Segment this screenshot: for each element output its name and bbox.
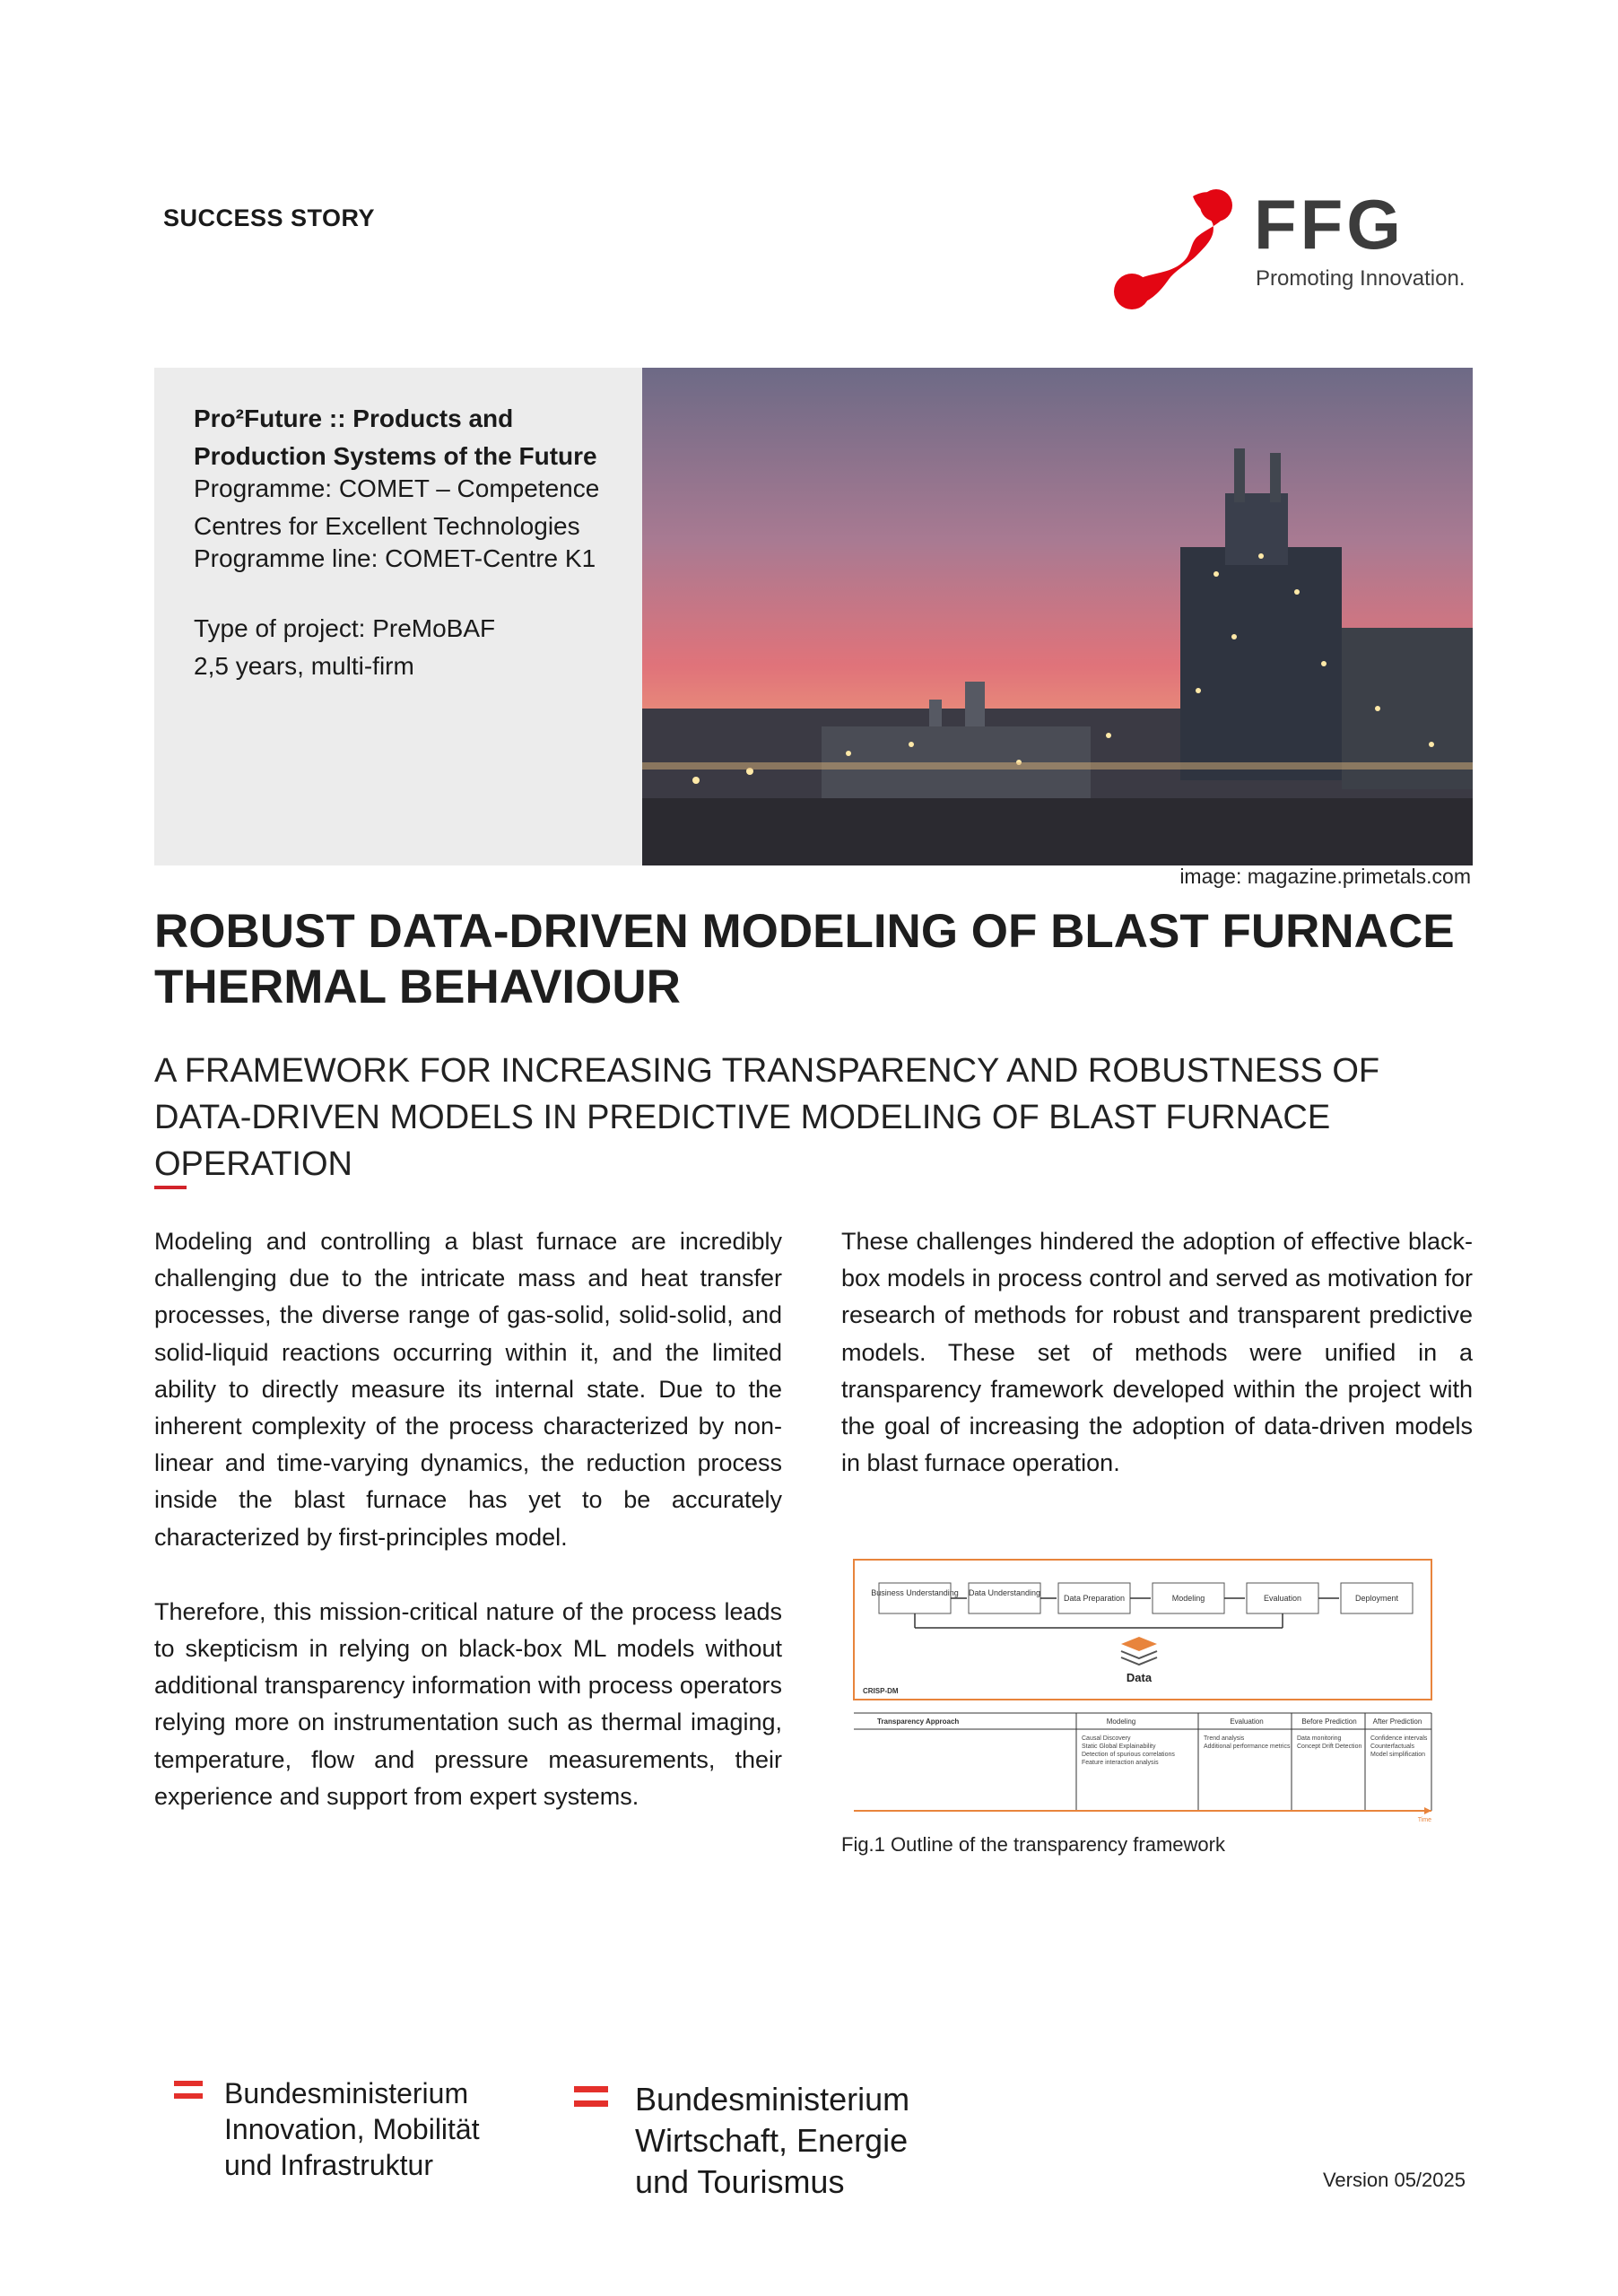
ministry-logo-economy — [635, 2079, 909, 2203]
before-item-1: Data monitoring — [1297, 1735, 1342, 1742]
after-item-3: Model simplification — [1370, 1752, 1426, 1758]
body-paragraph-1: Modeling and controlling a blast furnace are incredibly challenging due to the intricate mass and heat transfer processes, the diverse range of gas-solid, solid-solid, and solid-liquid reactions occurring within it, and the limited ability to directly measure its internal state. Due to the inherent complexity of the process characterized by non-linear and time-varying dynamics, the reduction process inside the blast furnace has yet to be accurately characterized by first-principles model. — [154, 1228, 782, 1551]
article-subtitle: A FRAMEWORK FOR INCREASING TRANSPARENCY AND ROBUSTNESS OF DATA-DRIVEN MODELS IN PREDICTIVE MODELING OF BLAST FURNACE OPERATION — [154, 1052, 1380, 1183]
project-type: Type of project: PreMoBAF — [194, 614, 496, 642]
ffg-wordmark: FFG — [1254, 185, 1405, 264]
evaluation-item-2: Additional performance metrics — [1204, 1744, 1291, 1750]
body-column-right — [841, 1223, 1473, 1482]
after-item-2: Counterfactuals — [1370, 1744, 1415, 1750]
crisp-dm-label: CRISP-DM — [863, 1687, 899, 1695]
ffg-tagline: Promoting Innovation. — [1256, 266, 1466, 291]
blast-furnace-photo — [642, 368, 1473, 865]
ministry-1-line-2: Innovation, Mobilität — [224, 2113, 480, 2145]
table-header-before: Before Prediction — [1301, 1718, 1357, 1726]
ministry-2-line-1: Bundesministerium — [635, 2081, 910, 2118]
ffg-logo — [1110, 184, 1466, 309]
body-paragraph-3: These challenges hindered the adoption of effective black-box models in process control and served as motivation for research of methods for robust and transparent predictive models. These set of methods were unified in a transparency framework developed within the project with the goal of increasing the adoption of data-driven models in blast furnace operation. — [841, 1228, 1473, 1477]
after-item-1: Confidence intervals — [1370, 1735, 1428, 1742]
crisp-step-5: Evaluation — [1263, 1594, 1302, 1603]
before-item-2: Concept Drift Detection — [1297, 1744, 1362, 1750]
modeling-item-3: Detection of spurious correlations — [1082, 1752, 1175, 1758]
ministry-1-line-3: und Infrastruktur — [224, 2149, 433, 2181]
austria-flag-icon — [174, 2081, 203, 2086]
ministry-logo-innovation — [224, 2075, 480, 2183]
transparency-framework-figure — [852, 1556, 1444, 1843]
table-header-modeling: Modeling — [1106, 1718, 1136, 1726]
crisp-step-3: Data Preparation — [1063, 1594, 1126, 1603]
title-divider — [154, 1186, 187, 1189]
table-header-approach: Transparency Approach — [877, 1718, 960, 1726]
version-label: Version 05/2025 — [1322, 2169, 1466, 2191]
modeling-item-1: Causal Discovery — [1082, 1735, 1131, 1742]
data-stack-icon — [1121, 1637, 1157, 1665]
project-info-box — [154, 368, 642, 865]
modeling-item-4: Feature interaction analysis — [1082, 1760, 1159, 1766]
data-label: Data — [1126, 1671, 1153, 1684]
austria-flag-icon — [574, 2086, 608, 2092]
crisp-step-4: Modeling — [1171, 1594, 1205, 1603]
ministry-1-line-1: Bundesministerium — [224, 2077, 469, 2109]
success-story-label: SUCCESS STORY — [163, 204, 376, 231]
time-axis-label: Time — [1417, 1817, 1431, 1823]
figure-caption: Fig.1 Outline of the transparency framework — [841, 1833, 1225, 1856]
project-duration: 2,5 years, multi-firm — [194, 652, 414, 680]
body-column-left — [154, 1223, 782, 1815]
modeling-item-2: Static Global Explainability — [1082, 1744, 1156, 1750]
table-header-evaluation: Evaluation — [1230, 1718, 1264, 1726]
evaluation-item-1: Trend analysis — [1204, 1735, 1245, 1742]
programme: Programme: COMET – Competence Centres for Excellent Technologies — [194, 474, 600, 540]
crisp-step-6: Deployment — [1354, 1594, 1399, 1603]
ministry-2-line-2: Wirtschaft, Energie — [635, 2122, 909, 2159]
ministry-2-line-3: und Tourismus — [635, 2163, 845, 2200]
project-title: Pro²Future :: Products and Production Systems of the Future — [194, 404, 597, 470]
body-paragraph-2: Therefore, this mission-critical nature of the process leads to skepticism in relying on black-box ML models without additional transparency information with process operators relying more on instrumentation such as thermal imaging, temperature, flow and pressure measurements, their experience and support from expert systems. — [154, 1597, 782, 1810]
image-credit: image: magazine.primetals.com — [1179, 865, 1471, 888]
programme-line: Programme line: COMET-Centre K1 — [194, 544, 596, 572]
ffg-logo-mark-icon — [1110, 184, 1245, 309]
crisp-step-1: Business Understanding — [871, 1588, 959, 1597]
table-header-after: After Prediction — [1372, 1718, 1422, 1726]
article-title: ROBUST DATA-DRIVEN MODELING OF BLAST FURNACE THERMAL BEHAVIOUR — [154, 905, 1455, 1013]
crisp-step-2: Data Understanding — [968, 1588, 1041, 1597]
